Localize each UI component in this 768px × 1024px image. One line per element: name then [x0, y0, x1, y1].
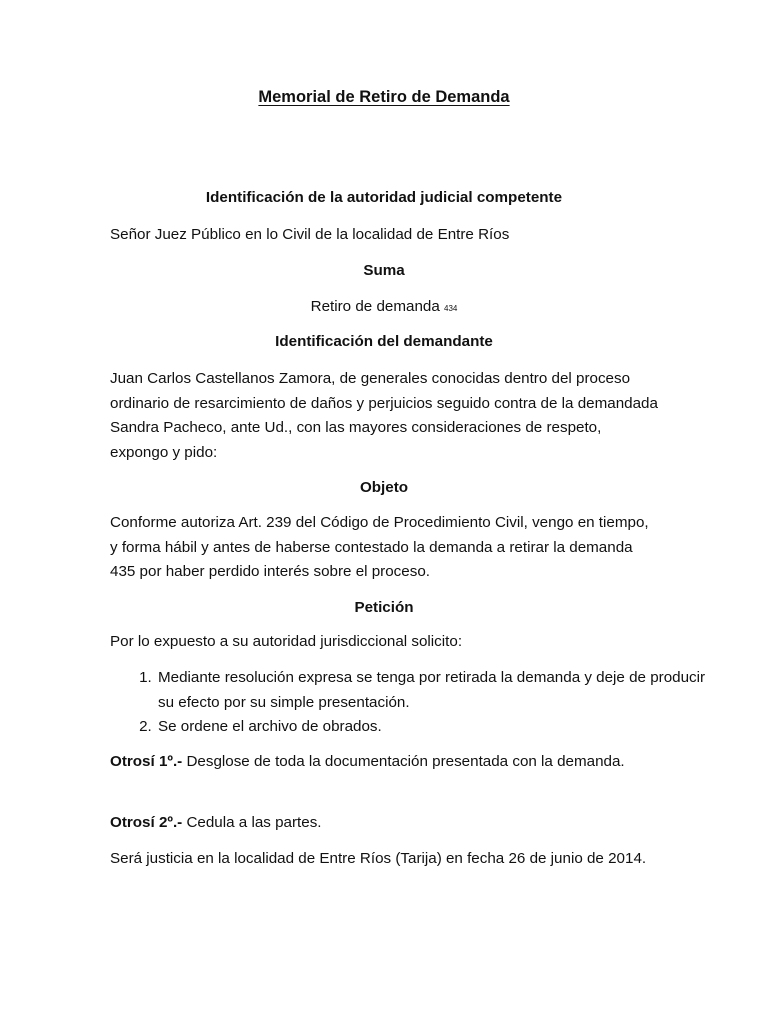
closing-paragraph: Será justicia en la localidad de Entre Ríos (Tarija) en fecha 26 de junio de 2014. [110, 850, 647, 867]
heading-objeto: Objeto [359, 479, 409, 496]
otrosi-1 [110, 750, 660, 775]
otrosi-2-text: Cedula a las partes. [182, 814, 322, 831]
heading-peticion: Petición [354, 599, 414, 616]
list-item: 1. Mediante resolución expresa se tenga por retirada la demanda y deje de producir su efecto por su simple presentación. [156, 666, 706, 715]
objeto-paragraph: Conforme autoriza Art. 239 del Código de Procedimiento Civil, vengo en tiempo, y forma hábil y antes de haberse contestado la demanda a retirar la demanda 435 por haber perdido interés sobre el proceso. [110, 514, 649, 580]
peticion-intro: Por lo expuesto a su autoridad jurisdiccional solicito: [110, 633, 463, 650]
document-title: Memorial de Retiro de Demanda [258, 88, 510, 106]
otrosi-1-text: Desglose de toda la documentación presentada con la demanda. [182, 753, 625, 770]
otrosi-2-label: Otrosí 2º.- [110, 814, 183, 831]
authority-line: Señor Juez Público en lo Civil de la localidad de Entre Ríos [110, 226, 510, 243]
peticion-list [110, 666, 706, 740]
otrosi-1-label: Otrosí 1º.- [110, 753, 183, 770]
suma-number: 434 [444, 304, 458, 313]
suma-line [0, 295, 768, 322]
plaintiff-paragraph: Juan Carlos Castellanos Zamora, de generales conocidas dentro del proceso ordinario de resarcimiento de daños y perjuicios seguido contra de la demandada Sandra Pacheco, ante Ud., con las mayores consideraciones de respeto, expongo y pido: [110, 370, 658, 461]
heading-authority: Identificación de la autoridad judicial competente [205, 189, 563, 206]
list-item: 2. Se ordene el archivo de obrados. [156, 715, 706, 740]
heading-plaintiff: Identificación del demandante [275, 333, 493, 350]
heading-suma: Suma [363, 262, 405, 279]
otrosi-2 [110, 811, 660, 836]
suma-text: Retiro de demanda [310, 298, 440, 315]
